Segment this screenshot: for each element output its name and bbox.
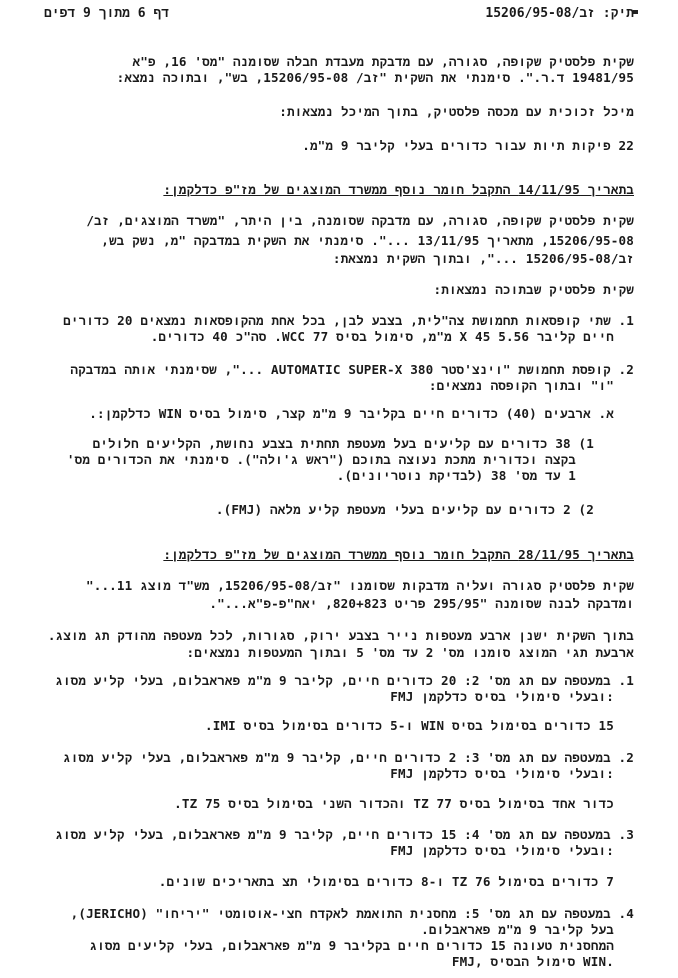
- text-line: 2. במעטפה עם תג מס' 3: 2 כדורים חיים, קליבר 9 מ"מ פאראבלום, בעלי קליע מסוג: [62, 750, 634, 765]
- text-line: חיים קליבר 5.56 X 45 מ"מ, סימול בסיס WCC 77. סה"כ 40 כדורים.: [150, 329, 614, 344]
- text-line: FMJ, סימול הבסיס WIN.: [451, 954, 614, 969]
- text-line: ומדבקה לבנה שסומנה "295/95 פריט 820+823, יאח"פ-פ"א...".: [209, 596, 634, 611]
- text-line: 4. במעטפה עם תג מס' 5: מחסנית התואמת לאקדח חצי-אוטומטי "יריחו" (JERICHO),: [70, 906, 634, 921]
- text-line: 1. במעטפה עם תג מס' 2: 20 כדורים חיים, קליבר 9 מ"מ פאראבלום, בעלי קליע מסוג: [55, 673, 634, 688]
- text-line: המחסנית טעונה 15 כדורים חיים בקליבר 9 מ"מ פאראבלום, בעלי קליעים מסוג: [89, 938, 614, 953]
- page-number: דף 6 מתוך 9 דפים: [44, 6, 169, 21]
- text-line: זב/15206/95-08 ...", ובתוך השקית נמצאת:: [332, 251, 634, 266]
- section-heading: בתאריך 28/11/95 התקבל חומר נוסף ממשרד המוצגים של מז"פ כדלקמן:: [163, 547, 634, 562]
- text-line: 1 עד מס' 38 (לבדיקת נוטריונים).: [336, 468, 576, 483]
- text-line: שקית פלסטיק שקופה, סגורה, עם מדבקה שסומנה, בין היתר, "משרד המוצגים, זב/: [86, 213, 634, 228]
- text-line: "ו" ובתוך הקופסה נמצאים:: [428, 378, 614, 393]
- text-line: מיכל זכוכית עם מכסה פלסטיק, בתוך המיכל נמצאות:: [279, 104, 634, 119]
- text-line: FMJ ובעלי סימולי בסיס כדלקמן:: [390, 766, 614, 781]
- text-line: א. ארבעים (40) כדורים חיים בקליבר 9 מ"מ קצר, סימול בסיס WIN כדלקמן:.: [89, 406, 614, 421]
- text-line: 7 כדורים בסימול TZ 76 ו-8 כדורים בסימולי תצ בתאריכים שונים.: [158, 874, 614, 889]
- text-line: שקית פלסטיק שבתוכה נמצאות:: [433, 282, 634, 297]
- text-line: שקית פלסטיק סגורה ועליה מדבקות שסומנו "זב/15206/95-08, מש"ד מוצג 11...": [85, 578, 634, 593]
- text-line: בקצה וכדורית מתכת נעוצה בתוכם ("ראש ג'ולה"). סימנתי את הכדורים מס': [66, 452, 576, 467]
- text-line: בעל קליבר 9 מ"מ פאראבלום.: [421, 922, 614, 937]
- text-line: ארבעת תגי המוצג סומנו מס' 2 עד מס' 5 ובתוך המעטפות נמצאים:: [186, 645, 634, 660]
- text-line: 22 פיקות תיות עבור כדורים בעלי קליבר 9 מ"מ.: [302, 138, 634, 153]
- text-line: כדור אחד בסימול בסיס TZ 77 והכדור השני בסימול בסיס TZ 75.: [174, 796, 614, 811]
- text-line: 1) 38 כדורים עם קליעים בעל מעטפת תחתית בצבע נחושת, הקליעים חלולים: [92, 436, 594, 451]
- text-line: 19481/95 ד.ר.". סימנתי את השקית "זב/ 15206/95-08, בש", ובתוכה נמצא:: [116, 70, 634, 85]
- text-line: FMJ ובעלי סימולי בסיס כדלקמן:: [390, 689, 614, 704]
- text-line: 15 כדורים בסימול בסיס WIN ו-5 כדורים בסימול בסיס IMI.: [204, 718, 614, 733]
- text-line: FMJ ובעלי סימולי בסיס כדלקמן:: [390, 843, 614, 858]
- text-line: 2. קופסת תחמושת "וינצ'סטר 380 AUTOMATIC SUPER-X ...", שסימנתי אותה במדבקה: [70, 362, 634, 377]
- text-line: 1. שתי קופסאות תחמושת צה"לית, בצבע לבן, בכל אחת מהקופסאות נמצאים 20 כדורים: [63, 313, 634, 328]
- text-line: שקית פלסטיק שקופה, סגורה, עם מדבקת מעבדת חבלה שסומנה "מס' 16, פ"א: [132, 54, 634, 69]
- text-line: בתוך השקית ישנן ארבע מעטפות נייר בצבע ירוק, סגורות, לכל מעטפה מהודק תג מוצג.: [47, 628, 634, 643]
- section-heading: בתאריך 14/11/95 התקבל חומר נוסף ממשרד המוצגים של מז"פ כדלקמן:: [163, 182, 634, 197]
- text-line: 3. במעטפה עם תג מס' 4: 15 כדורים חיים, קליבר 9 מ"מ פאראבלום, בעלי קליע מסוג: [55, 827, 634, 842]
- text-line: 15206/95-08, מתאריך 13/11/95 ...". סימנתי את השקית במדבקה "מ, נשק בש,: [101, 233, 634, 248]
- case-reference: תיק: זב/15206/95-08: [485, 6, 634, 21]
- text-line: 2) 2 כדורים עם קליעים בעלי מעטפת קליע מלאה (FMJ).: [215, 502, 594, 517]
